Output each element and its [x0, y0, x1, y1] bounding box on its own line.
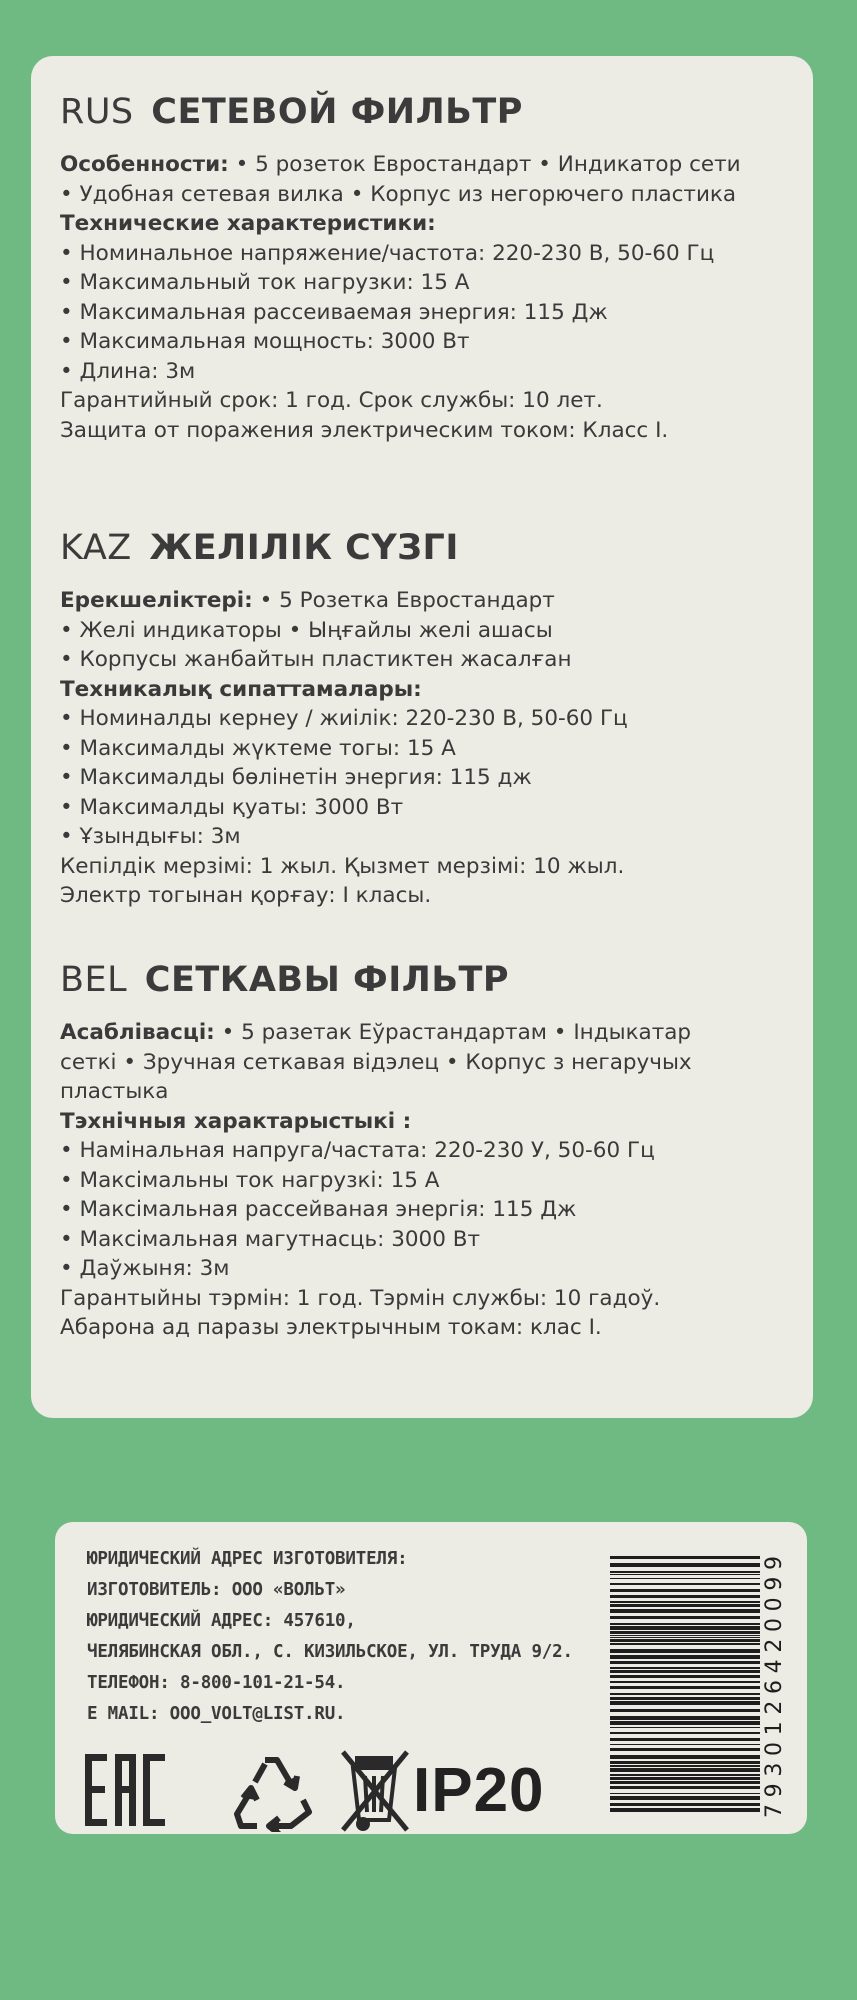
- barcode-bar: [610, 1786, 760, 1789]
- bel-features-line: Асаблівасці: • 5 разетак Еўрастандартам • Індыкатар: [60, 1020, 692, 1045]
- rus-features-line: Особенности: • 5 розеток Евростандарт • Индикатор сети: [60, 152, 741, 177]
- rus-features-label: Особенности:: [60, 152, 229, 177]
- barcode-bar: [610, 1583, 760, 1585]
- barcode-bar: [610, 1639, 760, 1642]
- barcode-bar: [610, 1649, 760, 1653]
- bel-spec: • Даўжыня: 3м: [60, 1256, 230, 1281]
- rus-protection: Защита от поражения электрическим током: Класс I.: [60, 417, 669, 443]
- barcode-bar: [610, 1675, 760, 1678]
- barcode-bar: [610, 1721, 760, 1725]
- bel-spec: • Максімальная рассейваная энергія: 115 Дж: [60, 1197, 577, 1222]
- kaz-features-line: Ерекшеліктері: • 5 Розетка Евростандарт: [60, 588, 555, 613]
- barcode-bar: [610, 1774, 760, 1776]
- address-line: ЮРИДИЧЕСКИЙ АДРЕС ИЗГОТОВИТЕЛЯ:: [87, 1549, 408, 1569]
- address-line: ТЕЛЕФОН: 8-800-101-21-54.: [87, 1673, 346, 1693]
- kaz-spec: • Номиналды кернеу / жиілік: 220-230 В, 50-60 Гц: [60, 706, 628, 731]
- kaz-features-line-2: • Желі индикаторы • Ыңғайлы желі ашасы: [60, 617, 553, 643]
- barcode-bar: [610, 1609, 760, 1613]
- bel-spec: • Намінальная напруга/частата: 220-230 У, 50-60 Гц: [60, 1138, 655, 1163]
- rus-spec: • Максимальный ток нагрузки: 15 А: [60, 270, 470, 295]
- rus-spec: • Номинальное напряжение/частота: 220-230 В, 50-60 Гц: [60, 240, 715, 266]
- barcode-bar: [610, 1681, 760, 1683]
- bel-features-label: Асаблівасці:: [60, 1020, 215, 1045]
- kaz-features-line-3: • Корпусы жанбайтын пластиктен жасалған: [60, 647, 572, 672]
- kaz-spec: • Ұзындығы: 3м: [60, 824, 241, 849]
- address-line: E MAIL: OOO_VOLT@LIST.RU.: [87, 1704, 346, 1724]
- barcode-bar: [610, 1578, 760, 1579]
- bel-features-line-2: сеткі • Зручная сеткавая відэлец • Корпус з негаручых: [60, 1049, 692, 1075]
- kaz-spec: • Максималды бөлінетін энергия: 115 дж: [60, 765, 532, 790]
- barcode-bar: [610, 1738, 760, 1741]
- bel-spec: • Максімальны ток нагрузкі: 15 А: [60, 1167, 440, 1193]
- bel-tech-label: Тэхнічныя характарыстыкі :: [60, 1108, 412, 1134]
- barcode-bar: [610, 1616, 760, 1619]
- barcode-bar: [610, 1748, 760, 1751]
- barcode-bar: [610, 1635, 760, 1636]
- kaz-section: [60, 528, 800, 911]
- barcode-bar: [610, 1793, 760, 1794]
- ip-rating: IP20: [413, 1756, 545, 1825]
- barcode-bar: [610, 1701, 760, 1705]
- barcode-bar: [610, 1631, 760, 1634]
- manufacturer-address: [87, 1544, 587, 1730]
- recycle-icon: [237, 1760, 309, 1832]
- barcode-bar: [610, 1655, 760, 1659]
- barcode-bar: [610, 1697, 760, 1700]
- rus-tech-label: Технические характеристики:: [60, 211, 436, 236]
- barcode-bar: [610, 1744, 760, 1745]
- barcode-bar: [610, 1777, 760, 1780]
- barcode-bar: [610, 1601, 760, 1603]
- barcode: [610, 1552, 790, 1822]
- rus-section: [60, 92, 800, 445]
- address-line: ИЗГОТОВИТЕЛЬ: ООО «ВОЛЬТ»: [87, 1580, 346, 1600]
- bel-protection: Абарона ад паразы электрычным токам: клас I.: [60, 1315, 602, 1340]
- barcode-bar: [610, 1626, 760, 1630]
- barcode-bar: [610, 1661, 760, 1664]
- bel-section: [60, 960, 800, 1343]
- barcode-bar: [610, 1761, 760, 1764]
- specs-panel: [31, 56, 813, 1418]
- rus-title: RUS СЕТЕВОЙ ФИЛЬТР: [60, 92, 523, 132]
- barcode-bar: [610, 1727, 760, 1728]
- barcode-bar: [610, 1796, 760, 1800]
- rus-features-line-2: • Удобная сетевая вилка • Корпус из негорючего пластика: [60, 181, 737, 207]
- barcode-bar: [610, 1670, 760, 1673]
- address-line: ЧЕЛЯБИНСКАЯ ОБЛ., С. КИЗИЛЬСКОЕ, УЛ. ТРУДА 9/2.: [87, 1642, 573, 1662]
- rus-spec: • Максимальная мощность: 3000 Вт: [60, 329, 470, 354]
- barcode-digits: 7930126420099: [762, 1556, 788, 1818]
- kaz-spec: • Максималды қуаты: 3000 Вт: [60, 794, 404, 820]
- kaz-protection: Электр тогынан қорғау: I класы.: [60, 883, 432, 908]
- kaz-tech-label: Техникалық сипаттамалары:: [60, 676, 422, 702]
- rus-spec: • Длина: 3м: [60, 358, 196, 384]
- barcode-bar: [610, 1755, 760, 1759]
- barcode-bar: [610, 1765, 760, 1767]
- barcode-bar: [610, 1716, 760, 1720]
- manufacturer-panel: [55, 1522, 807, 1834]
- barcode-bar: [610, 1574, 760, 1575]
- eac-mark: [85, 1754, 165, 1826]
- barcode-bar: [610, 1604, 760, 1607]
- barcode-bar: [610, 1781, 760, 1784]
- barcode-bar: [610, 1623, 760, 1625]
- kaz-title: KAZ ЖЕЛІЛІК СҮЗГІ: [60, 528, 459, 568]
- address-line: ЮРИДИЧЕСКИЙ АДРЕС: 457610,: [87, 1611, 356, 1631]
- rus-spec: • Максимальная рассеиваемая энергия: 115 Дж: [60, 299, 608, 325]
- barcode-bar: [610, 1768, 760, 1772]
- barcode-bar: [610, 1643, 760, 1645]
- crossed-bin-icon: [343, 1752, 407, 1830]
- barcode-bar: [610, 1693, 760, 1695]
- bel-warranty: Гарантыйны тэрмін: 1 год. Тэрмін службы: 10 гадоў.: [60, 1285, 661, 1311]
- kaz-features-label: Ерекшеліктері:: [60, 588, 253, 613]
- rus-warranty: Гарантийный срок: 1 год. Срок службы: 10 лет.: [60, 388, 603, 413]
- barcode-bar: [610, 1667, 760, 1669]
- barcode-bar: [610, 1732, 760, 1734]
- barcode-bar: [610, 1808, 760, 1812]
- barcode-bar: [610, 1803, 760, 1806]
- kaz-warranty: Кепілдік мерзімі: 1 жыл. Қызмет мерзімі: 10 жыл.: [60, 853, 625, 879]
- bel-title: BEL СЕТКАВЫ ФІЛЬТР: [60, 960, 510, 1000]
- kaz-spec: • Максималды жүктеме тогы: 15 А: [60, 735, 456, 761]
- barcode-bar: [610, 1595, 760, 1598]
- barcode-bar: [610, 1637, 760, 1638]
- barcode-bar: [610, 1563, 760, 1567]
- bel-features-line-3: пластыка: [60, 1079, 169, 1104]
- barcode-bar: [610, 1589, 760, 1592]
- barcode-bar: [610, 1709, 760, 1712]
- bel-spec: • Максімальная магутнасць: 3000 Вт: [60, 1226, 481, 1252]
- barcode-bar: [610, 1556, 760, 1559]
- barcode-bar: [610, 1686, 760, 1689]
- barcode-bar: [610, 1571, 760, 1573]
